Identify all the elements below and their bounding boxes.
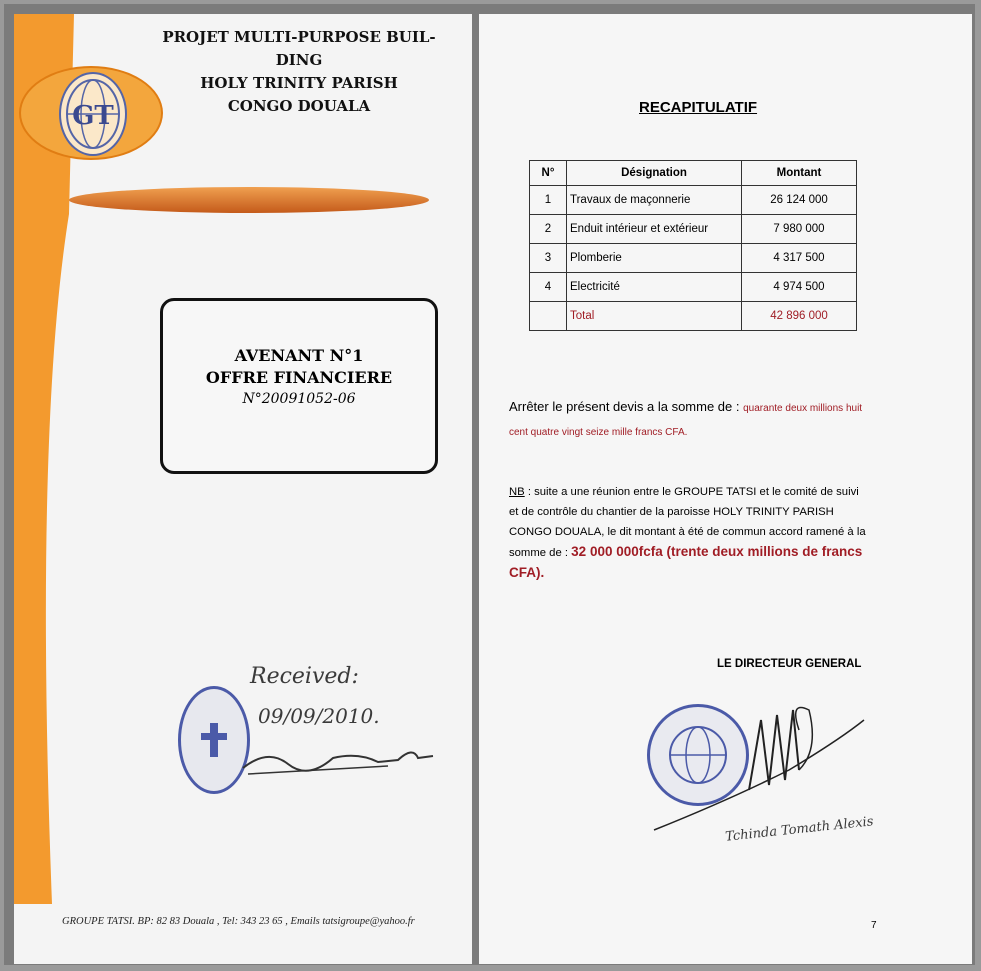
col-header-designation: Désignation (567, 161, 742, 186)
signatory-name: Tchinda Tomath Alexis (724, 814, 875, 845)
title-line-2: DING (275, 51, 323, 69)
received-label: Received: (250, 664, 359, 689)
director-title: LE DIRECTEUR GENERAL (717, 658, 862, 670)
nb-label: NB (509, 486, 525, 498)
decorative-banner (69, 187, 429, 213)
col-header-amount: Montant (742, 161, 857, 186)
cell-number (530, 302, 567, 331)
cell-number: 4 (530, 273, 567, 302)
svg-text:GT: GT (72, 101, 114, 131)
handwritten-signature (238, 738, 438, 778)
amendment-box (160, 298, 438, 474)
title-line-1: PROJET MULTI-PURPOSE BUIL- (162, 28, 436, 46)
received-date: 09/09/2010. (258, 704, 380, 728)
cell-amount: 7 980 000 (742, 215, 857, 244)
quote-amount-words-1: quarante deux millions huit (743, 403, 863, 414)
cell-amount: 4 317 500 (742, 244, 857, 273)
cell-number: 1 (530, 186, 567, 215)
project-title (154, 26, 444, 118)
left-page (14, 14, 472, 964)
table-row (530, 273, 857, 302)
amendment-line-2: OFFRE FINANCIERE (205, 368, 393, 387)
table-row (530, 186, 857, 215)
table-row (530, 244, 857, 273)
amendment-title (163, 345, 435, 389)
nb-text: : suite a une réunion entre le GROUPE TATSI et le comité de suivi et de contrôle du chantier de la paroisse HOLY TRINITY PARISH CONGO DOUALA, le dit montant à été de commun accord ramené à la somme de : (509, 486, 866, 559)
cell-designation: Enduit intérieur et extérieur (567, 215, 742, 244)
table-row (530, 215, 857, 244)
cell-designation: Plomberie (567, 244, 742, 273)
nb-note (509, 482, 869, 584)
globe-icon (59, 72, 127, 156)
company-logo (19, 66, 163, 160)
page-number: 7 (871, 920, 877, 931)
cell-number: 2 (530, 215, 567, 244)
right-page (479, 14, 972, 964)
total-row (530, 302, 857, 331)
cell-amount: 4 974 500 (742, 273, 857, 302)
cell-number: 3 (530, 244, 567, 273)
table-header-row (530, 161, 857, 186)
offer-reference: N°20091052-06 (242, 391, 356, 407)
quote-amount-words-2: cent quatre vingt seize mille francs CFA. (509, 427, 688, 438)
title-line-4: CONGO DOUALA (227, 97, 371, 115)
recap-table (529, 160, 857, 331)
quote-statement-text: Arrêter le présent devis a la somme de : (509, 399, 740, 414)
col-header-number: N° (530, 161, 567, 186)
amendment-line-1: AVENANT N°1 (234, 346, 364, 365)
cell-amount: 26 124 000 (742, 186, 857, 215)
total-label: Total (567, 302, 742, 331)
company-footer: GROUPE TATSI. BP: 82 83 Douala , Tel: 343 23 65 , Emails tatsigroupe@yahoo.fr (62, 916, 415, 927)
recap-heading: RECAPITULATIF (639, 99, 758, 116)
cell-designation: Electricité (567, 273, 742, 302)
title-line-3: HOLY TRINITY PARISH (200, 74, 398, 92)
total-amount: 42 896 000 (742, 302, 857, 331)
nb-amount: 32 000 000fcfa (trente deux millions de francs CFA). (509, 544, 863, 580)
quote-statement (509, 396, 909, 444)
cell-designation: Travaux de maçonnerie (567, 186, 742, 215)
document-frame (4, 4, 975, 965)
